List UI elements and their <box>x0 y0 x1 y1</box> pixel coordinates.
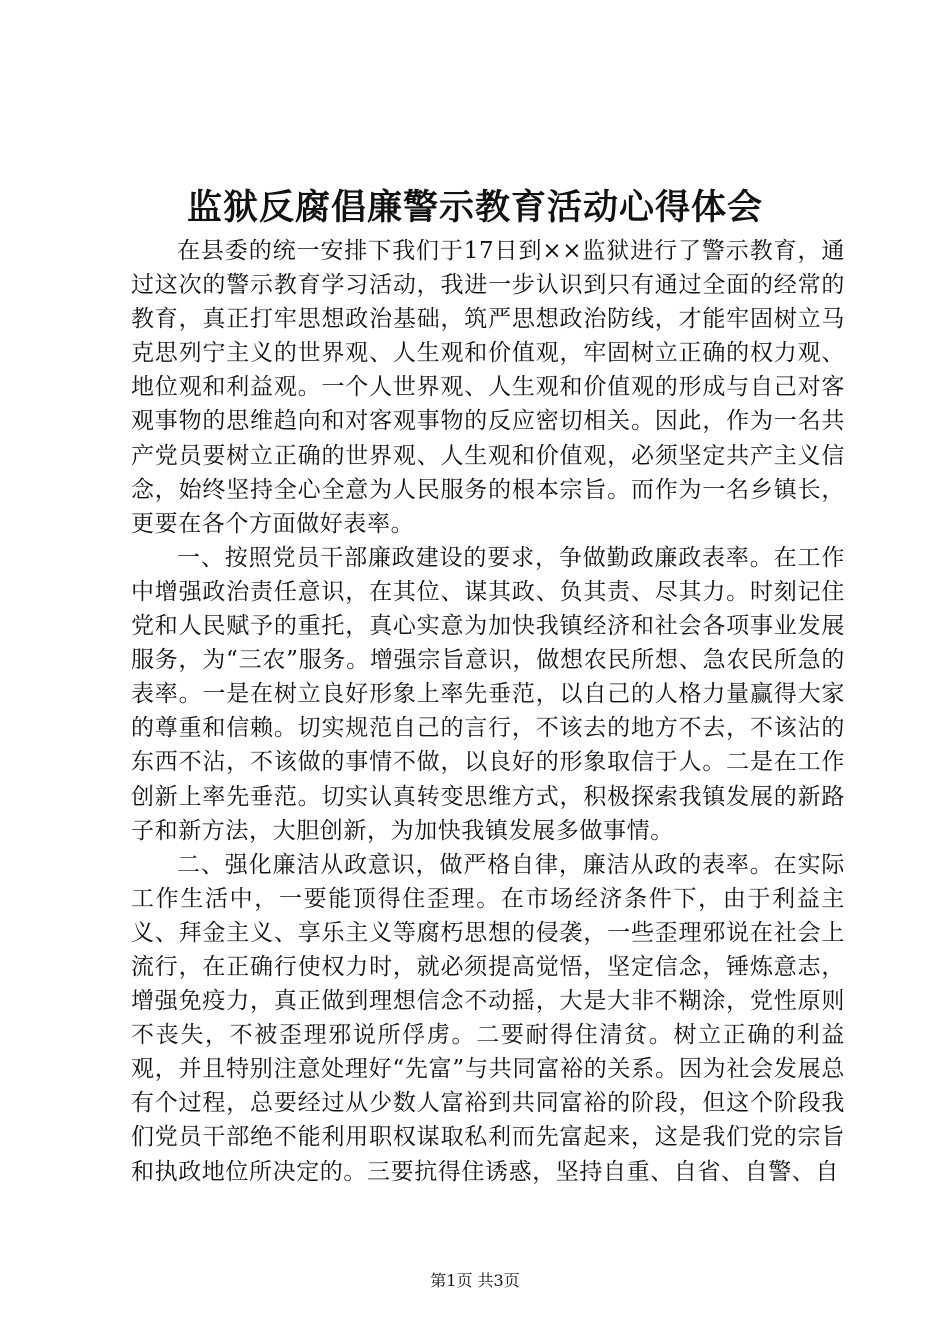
document-title: 监狱反腐倡廉警示教育活动心得体会 <box>186 187 763 228</box>
paragraph-intro: 在县委的统一安排下我们于17日到××监狱进行了警示教育，通过这次的警示教育学习活动，我进一步认识到只有通过全面的经常的教育，真正打牢思想政治基础，筑严思想政治防线，才能牢固树立马克思列宁主义的世界观、人生观和价值观，牢固树立正确的权力观、地位观和利益观。一个人世界观、人生观和价值观的形成与自己对客观事物的思维趋向和对客观事物的反应密切相关。因此，作为一名共产党员要树立正确的世界观、人生观和价值观，必须坚定共产主义信念，始终坚持全心全意为人民服务的根本宗旨。而作为一名乡镇长，更要在各个方面做好表率。 <box>131 238 845 537</box>
page-number-footer: 第1页 共3页 <box>430 1271 520 1290</box>
paragraph-section-1: 一、按照党员干部廉政建设的要求，争做勤政廉政表率。在工作中增强政治责任意识，在其位、谋其政、负其责、尽其力。时刻记住党和人民赋予的重托，真心实意为加快我镇经济和社会各项事业发展服务，为“三农”服务。增强宗旨意识，做想农民所想、急农民所急的表率。一是在树立良好形象上率先垂范，以自己的人格力量赢得大家的尊重和信赖。切实规范自己的言行，不该去的地方不去，不该沾的东西不沾，不该做的事情不做，以良好的形象取信于人。二是在工作创新上率先垂范。切实认真转变思维方式，积极探索我镇发展的新路子和新方法，大胆创新，为加快我镇发展多做事情。 <box>131 544 845 844</box>
document-body <box>131 234 845 1189</box>
paragraph-section-2: 二、强化廉洁从政意识，做严格自律，廉洁从政的表率。在实际工作生活中，一要能顶得住歪理。在市场经济条件下，由于利益主义、拜金主义、享乐主义等腐朽思想的侵袭，一些歪理邪说在社会上流行，在正确行使权力时，就必须提高觉悟，坚定信念，锤炼意志，增强免疫力，真正做到理想信念不动摇，大是大非不糊涂，党性原则不丧失，不被歪理邪说所俘虏。二要耐得住清贫。树立正确的利益观，并且特别注意处理好“先富”与共同富裕的关系。因为社会发展总有个过程，总要经过从少数人富裕到共同富裕的阶段，但这个阶段我们党员干部绝不能利用职权谋取私利而先富起来，这是我们党的宗旨和执政地位所决定的。三要抗得住诱惑，坚持自重、自省、自警、自 <box>131 851 845 1185</box>
